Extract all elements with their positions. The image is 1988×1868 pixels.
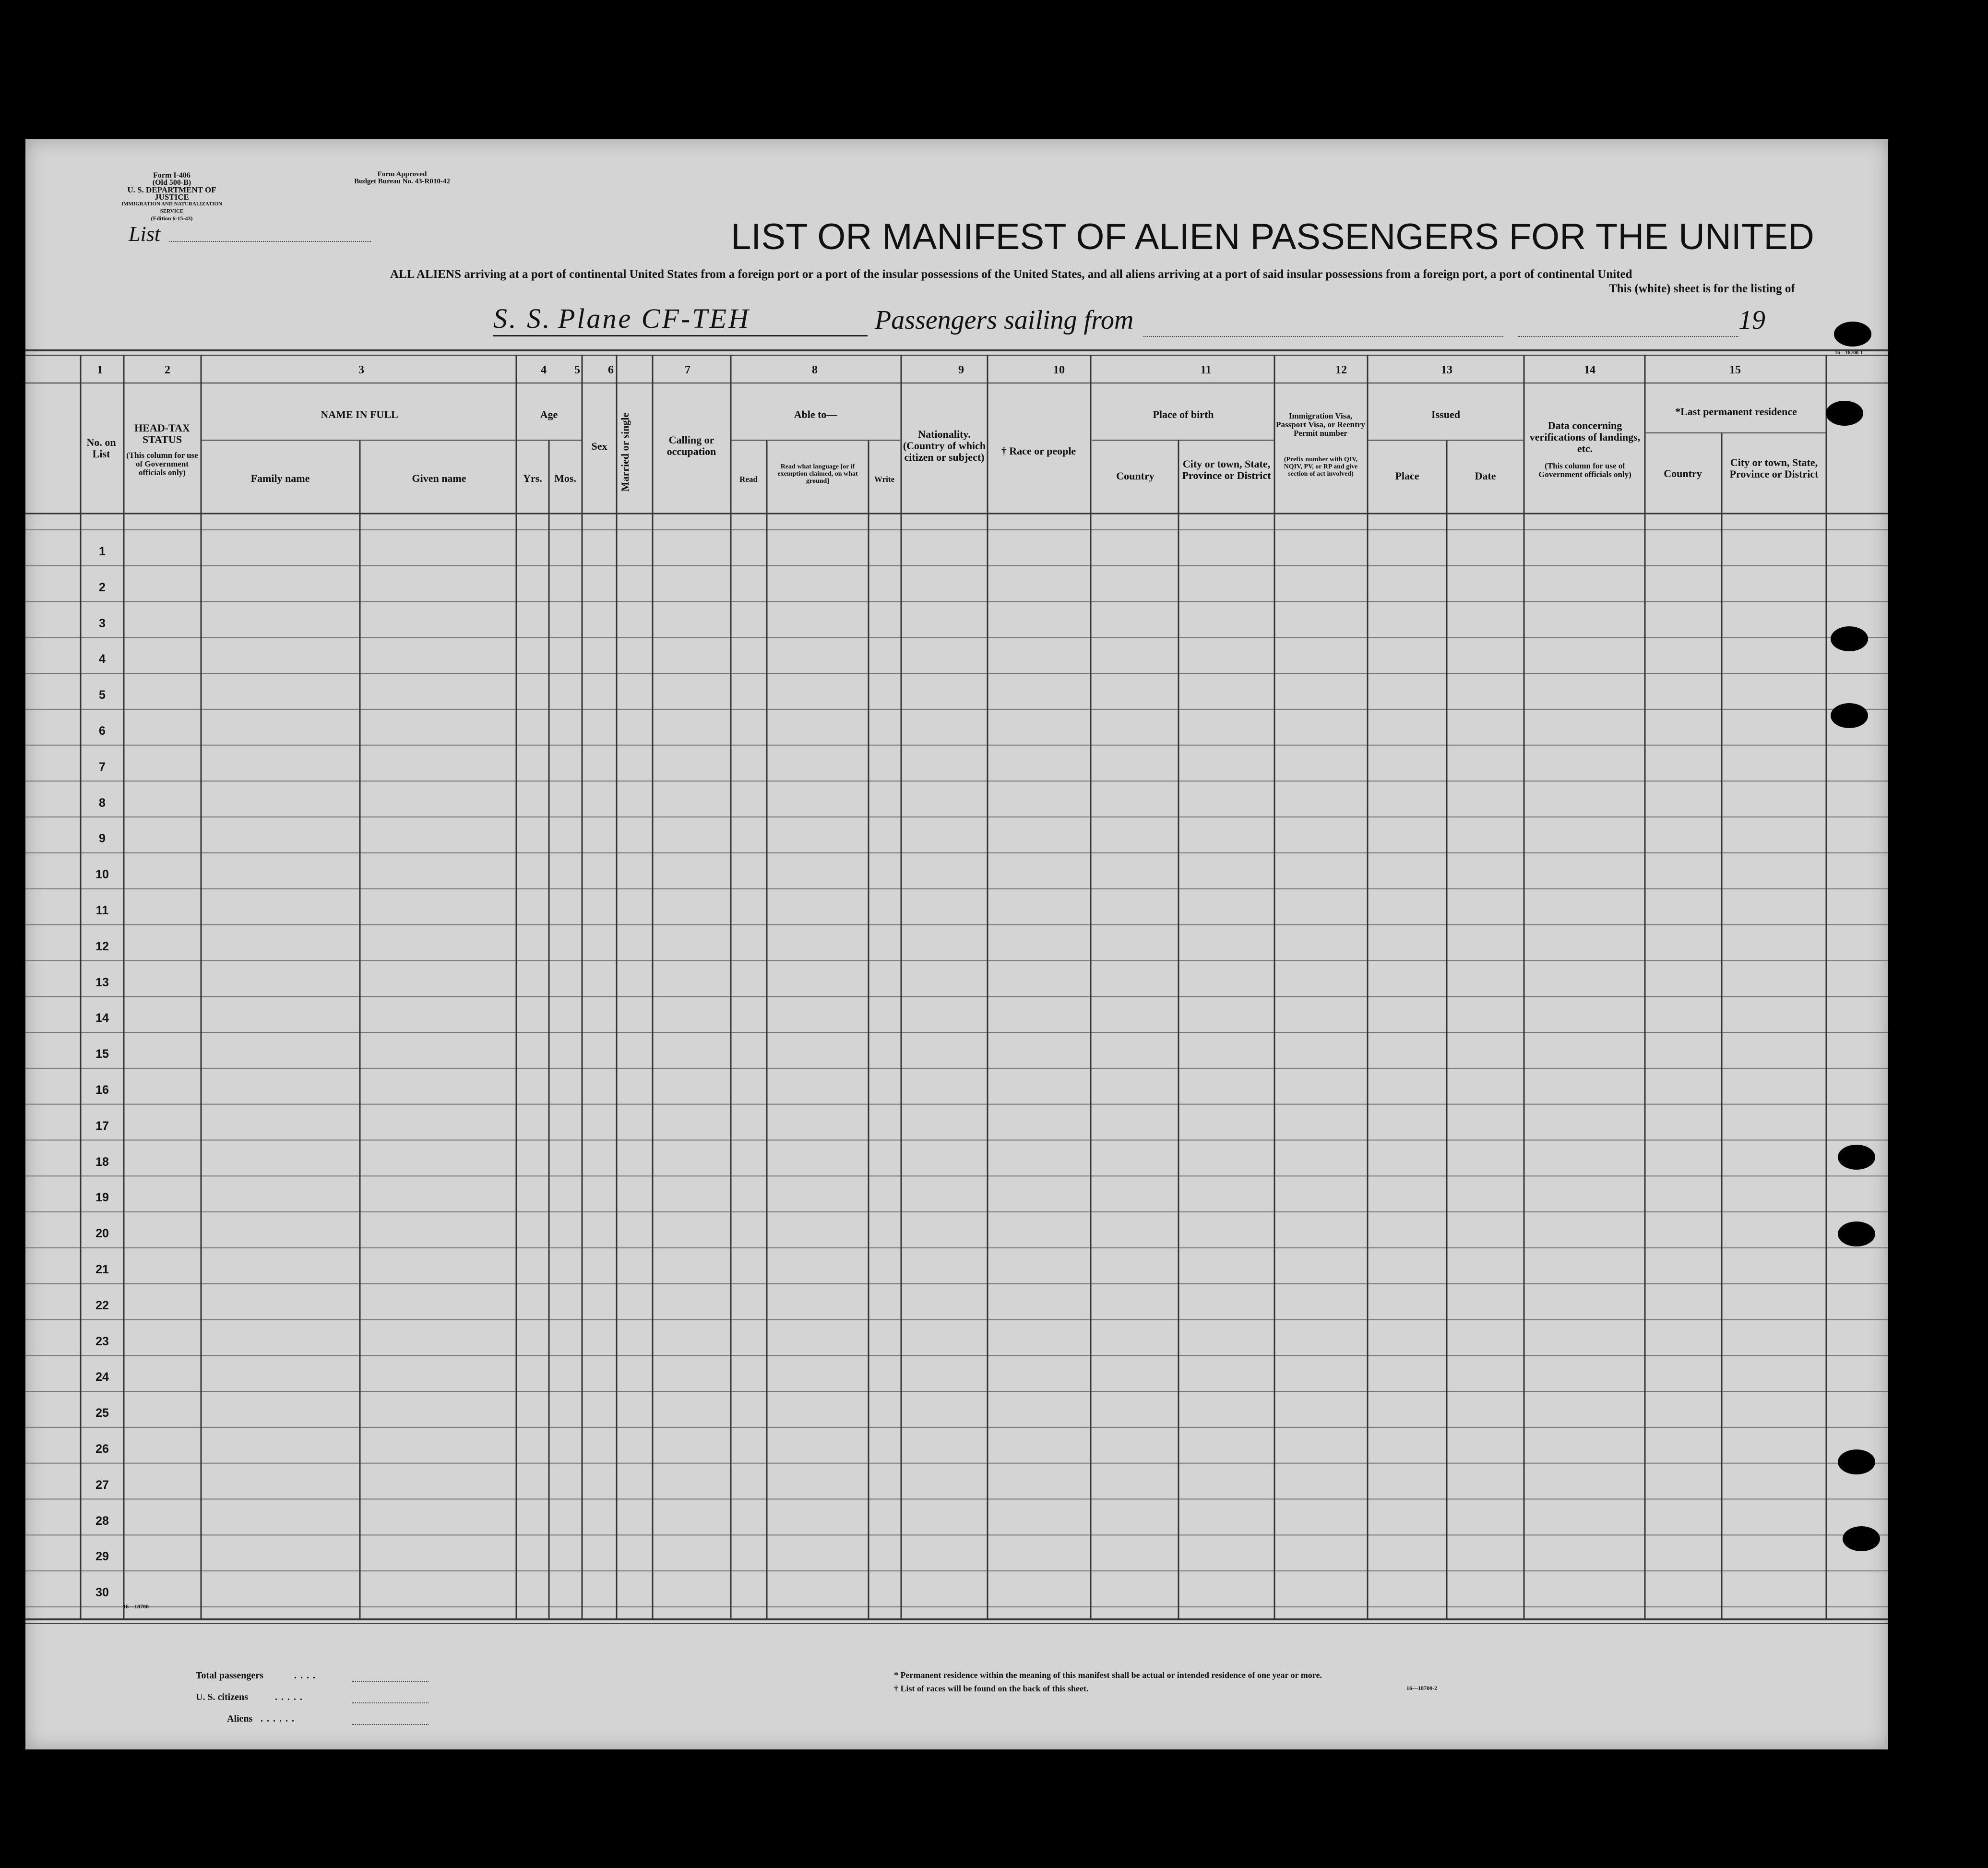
row-number: 6 bbox=[99, 724, 106, 738]
header-calling: Calling or occupation bbox=[667, 434, 716, 457]
row-number: 5 bbox=[99, 688, 106, 702]
row-number: 19 bbox=[95, 1191, 109, 1205]
citizens-dots: ..... bbox=[275, 1692, 306, 1702]
col-num-2: 2 bbox=[165, 364, 170, 376]
total-dots: .... bbox=[294, 1670, 319, 1681]
header-write: Write bbox=[874, 475, 895, 484]
year-prefix: 19 bbox=[1738, 305, 1765, 335]
header-family-name: Family name bbox=[250, 472, 310, 484]
header-issued-place: Place bbox=[1395, 470, 1419, 482]
col-num-3: 3 bbox=[358, 364, 364, 376]
row-number: 2 bbox=[99, 580, 106, 594]
header-name-in-full: NAME IN FULL bbox=[321, 408, 398, 420]
us-citizens-field[interactable] bbox=[352, 1702, 429, 1703]
col-num-8: 8 bbox=[812, 364, 818, 376]
top-right-code: 16—18700-1 bbox=[1834, 350, 1863, 356]
row-number: 15 bbox=[95, 1047, 109, 1061]
row-number: 26 bbox=[95, 1442, 109, 1456]
header-visa-note: (Prefix number with QIV, NQIV, PV, or RP and give section of act involved) bbox=[1284, 456, 1358, 478]
col-num-6: 6 bbox=[608, 364, 614, 376]
header-given-name: Given name bbox=[412, 472, 466, 484]
row-number: 21 bbox=[95, 1263, 109, 1276]
header-able-to: Able to— bbox=[794, 408, 837, 420]
row-number: 20 bbox=[95, 1227, 109, 1241]
header-city: City or town, State, Province or District bbox=[1182, 458, 1271, 481]
aliens-label: Aliens bbox=[227, 1713, 253, 1724]
header-landings-note: (This column for use of Government officials only) bbox=[1538, 461, 1631, 479]
edition: (Edition 6-15-43) bbox=[151, 215, 193, 222]
col-num-5: 5 bbox=[574, 364, 580, 376]
col-num-12: 12 bbox=[1335, 364, 1347, 376]
row-number: 8 bbox=[99, 796, 106, 810]
header-race: † Race or people bbox=[1001, 445, 1076, 457]
row-number: 12 bbox=[95, 939, 109, 953]
header-residence-city: City or town, State, Province or District bbox=[1729, 456, 1819, 480]
header-married-single: Married or single bbox=[619, 412, 631, 492]
row-number: 7 bbox=[99, 760, 106, 774]
manifest-sheet bbox=[25, 139, 1888, 1749]
budget-number: Budget Bureau No. 43-R010-42 bbox=[354, 178, 450, 185]
sailing-label: Passengers sailing from bbox=[875, 305, 1134, 335]
manifest-subtitle-2: This (white) sheet is for the listing of bbox=[1609, 282, 1795, 295]
header-visa: Immigration Visa, Passport Visa, or Reentry Permit number bbox=[1276, 411, 1365, 438]
binder-hole bbox=[1843, 1526, 1880, 1551]
header-no-on-list: No. on List bbox=[86, 436, 116, 460]
row-number: 3 bbox=[99, 616, 106, 630]
header-mos: Mos. bbox=[554, 472, 576, 484]
header-head-tax-note: (This column for use of Government officials only) bbox=[126, 451, 198, 477]
row-number: 27 bbox=[95, 1478, 109, 1492]
row-number: 14 bbox=[95, 1011, 109, 1025]
binder-hole bbox=[1831, 703, 1868, 728]
row-number: 29 bbox=[95, 1550, 109, 1564]
footnote-star: * Permanent residence within the meaning of this manifest shall be actual or intended residence of one year or more. bbox=[894, 1670, 1322, 1680]
us-citizens-label: U. S. citizens bbox=[196, 1692, 248, 1702]
row-number: 16 bbox=[95, 1083, 109, 1097]
table-grid bbox=[25, 139, 1888, 1749]
col-num-4: 4 bbox=[541, 364, 547, 376]
manifest-subtitle: ALL ALIENS arriving at a port of continental United States from a foreign port or a port of the insular possessions of the United States, and all aliens arriving at a port of said insular possessions from a foreign port, a port of continental United bbox=[390, 268, 1632, 281]
form-id: Form I-406 bbox=[153, 171, 190, 180]
row-number: 30 bbox=[95, 1586, 109, 1600]
total-passengers-field[interactable] bbox=[352, 1681, 429, 1682]
header-read-language: Read what language [or if exemption claimed, on what ground] bbox=[777, 463, 858, 485]
col-num-9: 9 bbox=[958, 364, 964, 376]
header-last-residence: *Last permanent residence bbox=[1675, 406, 1797, 418]
col-num-13: 13 bbox=[1441, 364, 1452, 376]
header-residence-country: Country bbox=[1664, 467, 1702, 479]
binder-hole bbox=[1826, 401, 1863, 426]
col-num-7: 7 bbox=[685, 364, 690, 376]
aliens-field[interactable] bbox=[352, 1724, 429, 1725]
row-number: 13 bbox=[95, 975, 109, 989]
footnote-code: 16—18700-2 bbox=[1406, 1685, 1437, 1691]
row-number: 17 bbox=[95, 1119, 109, 1133]
col-num-11: 11 bbox=[1200, 364, 1212, 376]
aliens-dots: ...... bbox=[261, 1713, 298, 1724]
manifest-title: LIST OR MANIFEST OF ALIEN PASSENGERS FOR THE UNITED bbox=[731, 216, 1814, 257]
vessel-prefix: S. S. bbox=[493, 303, 552, 334]
vessel-name: Plane CF-TEH bbox=[558, 303, 750, 334]
row-number: 10 bbox=[95, 868, 109, 882]
header-head-tax: HEAD-TAX STATUS bbox=[134, 422, 190, 445]
row-number: 25 bbox=[95, 1406, 109, 1420]
row-number: 24 bbox=[95, 1370, 109, 1384]
form-old-id: (Old 500-B) bbox=[152, 179, 191, 187]
form-approved: Form Approved bbox=[377, 170, 427, 178]
col-num-10: 10 bbox=[1053, 364, 1065, 376]
row-number: 11 bbox=[95, 904, 109, 917]
header-issued: Issued bbox=[1431, 408, 1460, 420]
row-number: 22 bbox=[95, 1298, 109, 1312]
row-number: 18 bbox=[95, 1155, 109, 1169]
header-sex: Sex bbox=[591, 440, 607, 452]
row-number: 4 bbox=[99, 652, 106, 666]
list-label: List bbox=[129, 222, 161, 246]
row-number: 1 bbox=[99, 545, 106, 558]
bottom-left-code: 16—18700 bbox=[123, 1603, 149, 1610]
header-nationality: Nationality. (Country of which citizen or subject) bbox=[903, 428, 986, 463]
department: U. S. DEPARTMENT OF JUSTICE bbox=[127, 185, 216, 202]
header-age: Age bbox=[540, 408, 558, 420]
header-yrs: Yrs. bbox=[523, 472, 542, 484]
binder-hole bbox=[1838, 1221, 1875, 1246]
header-issued-date: Date bbox=[1475, 470, 1496, 482]
binder-hole bbox=[1838, 1449, 1875, 1474]
row-number: 28 bbox=[95, 1514, 109, 1528]
header-country: Country bbox=[1116, 470, 1155, 482]
row-number: 23 bbox=[95, 1334, 109, 1348]
total-passengers-label: Total passengers bbox=[196, 1670, 263, 1681]
row-number: 9 bbox=[99, 832, 106, 846]
header-read: Read bbox=[739, 475, 758, 484]
binder-hole bbox=[1838, 1145, 1875, 1170]
col-num-1: 1 bbox=[97, 364, 103, 376]
header-landings: Data concerning verifications of landings, etc. bbox=[1529, 419, 1641, 455]
service: IMMIGRATION AND NATURALIZATION SERVICE bbox=[121, 201, 223, 214]
header-place-of-birth: Place of birth bbox=[1153, 408, 1214, 420]
col-num-14: 14 bbox=[1584, 364, 1595, 376]
binder-hole bbox=[1831, 626, 1868, 651]
col-num-15: 15 bbox=[1729, 364, 1741, 376]
binder-hole bbox=[1834, 322, 1871, 347]
footnote-dagger: † List of races will be found on the back of this sheet. bbox=[894, 1684, 1089, 1693]
